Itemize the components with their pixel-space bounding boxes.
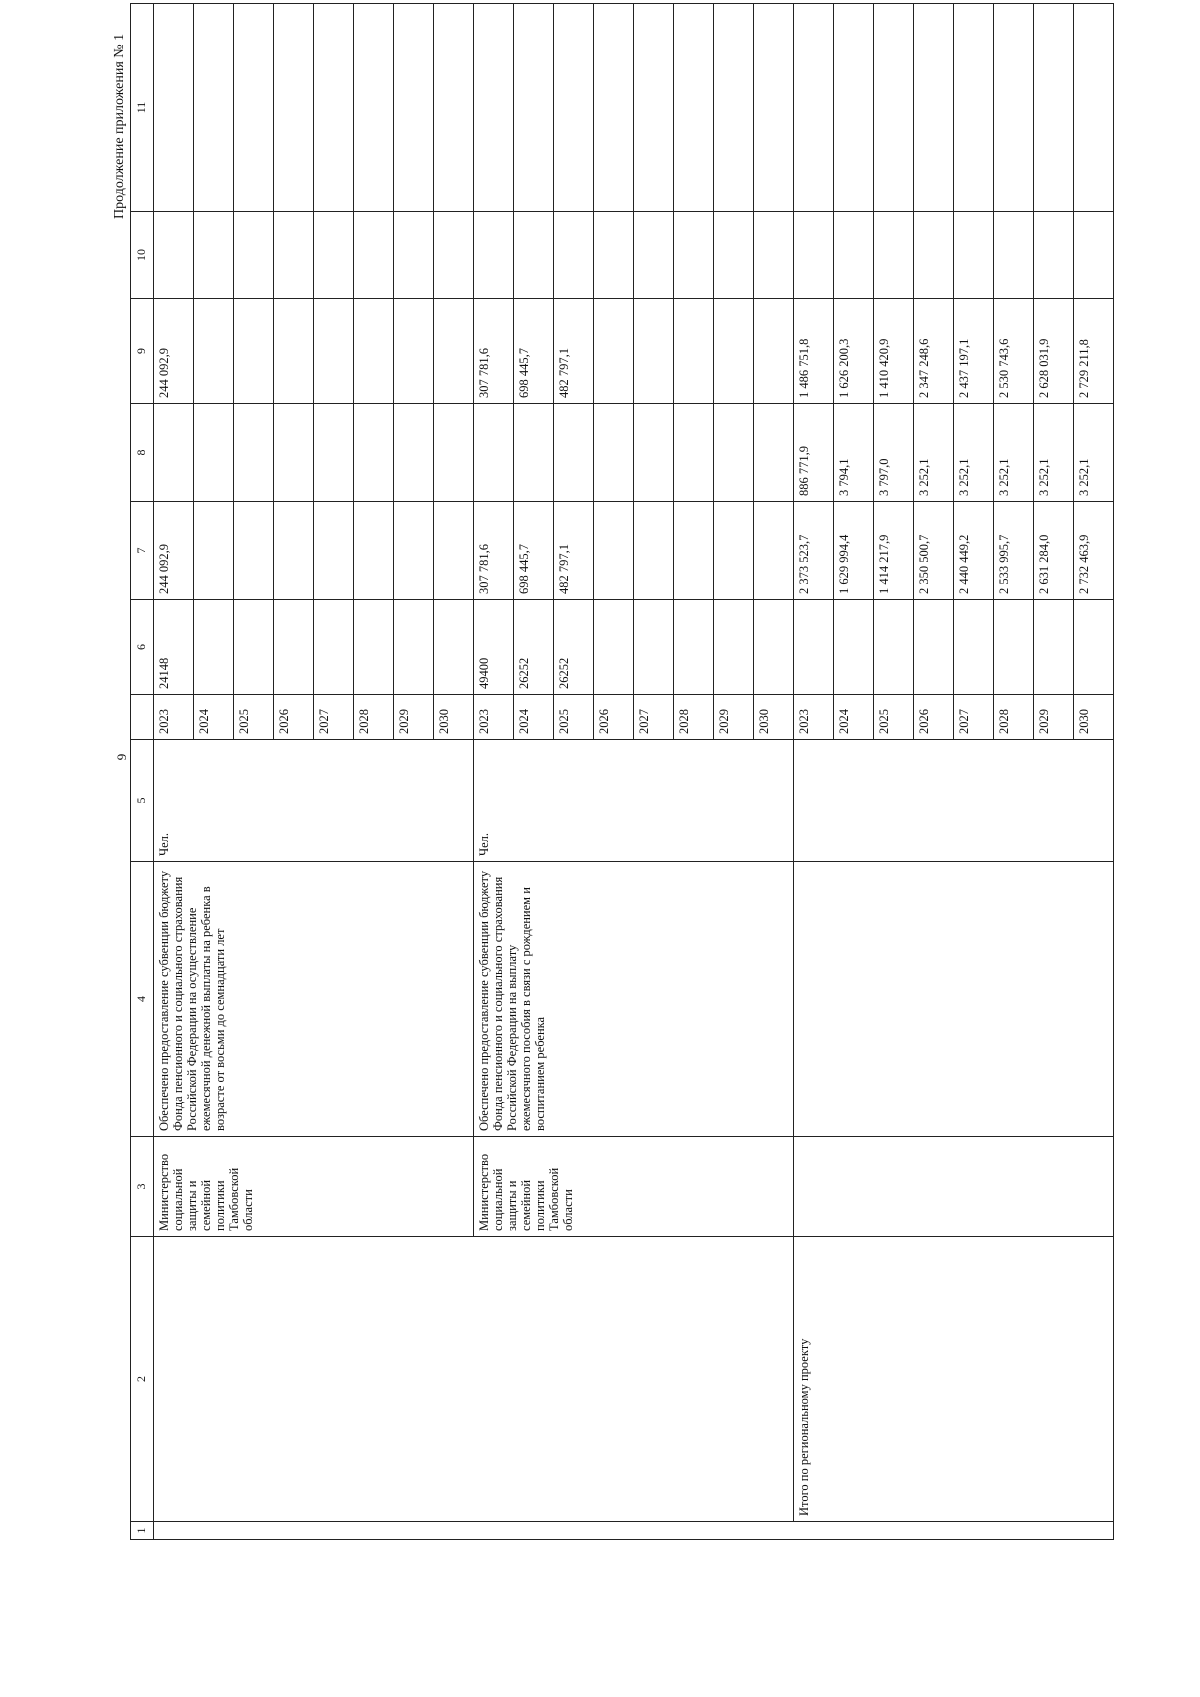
value-cell (234, 299, 274, 404)
value-cell (1034, 600, 1074, 695)
value-cell (834, 600, 874, 695)
header-col-4: 4 (131, 862, 154, 1137)
result-cell: Обеспечено предоставление субвенции бюджету Фонда пенсионного и социального страхования Российской Федерации на осуществление ежемесячной денежной выплаты на ребенка в возрасте от восьми до семнадцати лет (154, 862, 474, 1137)
value-cell: 24148 (154, 600, 194, 695)
empty-cell (874, 212, 914, 299)
value-cell (674, 299, 714, 404)
value-cell (474, 404, 514, 502)
header-row (131, 4, 154, 1540)
empty-cell (754, 4, 794, 212)
empty-cell (354, 212, 394, 299)
value-cell (354, 404, 394, 502)
value-cell (354, 299, 394, 404)
value-cell: 307 781,6 (474, 299, 514, 404)
value-cell (314, 600, 354, 695)
value-cell (714, 404, 754, 502)
executor-cell: Министерство социальной защиты и семейной политики Тамбовской области (474, 1137, 794, 1237)
value-cell: 1 414 217,9 (874, 502, 914, 600)
executor-cell: Министерство социальной защиты и семейной политики Тамбовской области (154, 1137, 474, 1237)
project-table (130, 3, 1114, 1540)
header-col-6: 6 (131, 600, 154, 695)
empty-cell (994, 4, 1034, 212)
value-cell (394, 404, 434, 502)
year-cell: 2030 (754, 695, 794, 740)
empty-cell (514, 212, 554, 299)
value-cell (634, 502, 674, 600)
empty-cell (914, 212, 954, 299)
value-cell: 3 794,1 (834, 404, 874, 502)
value-cell (674, 404, 714, 502)
empty-cell (234, 212, 274, 299)
value-cell: 2 729 211,8 (1074, 299, 1114, 404)
value-cell (754, 502, 794, 600)
value-cell: 886 771,9 (794, 404, 834, 502)
empty-cell (1074, 212, 1114, 299)
total-col5 (794, 740, 1114, 862)
value-cell: 3 252,1 (1074, 404, 1114, 502)
empty-cell (154, 4, 194, 212)
value-cell: 244 092,9 (154, 502, 194, 600)
empty-cell (594, 4, 634, 212)
value-cell: 244 092,9 (154, 299, 194, 404)
empty-cell (434, 212, 474, 299)
empty-cell (194, 212, 234, 299)
value-cell: 3 252,1 (954, 404, 994, 502)
value-cell: 698 445,7 (514, 502, 554, 600)
empty-cell (954, 212, 994, 299)
value-cell: 2 628 031,9 (1034, 299, 1074, 404)
year-cell: 2029 (714, 695, 754, 740)
empty-cell (874, 4, 914, 212)
header-col-10: 10 (131, 212, 154, 299)
value-cell (354, 600, 394, 695)
value-cell (234, 502, 274, 600)
year-cell: 2024 (514, 695, 554, 740)
value-cell (434, 299, 474, 404)
empty-cell (834, 212, 874, 299)
empty-cell (914, 4, 954, 212)
value-cell: 1 486 751,8 (794, 299, 834, 404)
year-cell: 2023 (154, 695, 194, 740)
value-cell (754, 404, 794, 502)
empty-cell (1034, 212, 1074, 299)
empty-cell (754, 212, 794, 299)
value-cell (194, 404, 234, 502)
year-cell: 2028 (354, 695, 394, 740)
value-cell: 2 631 284,0 (1034, 502, 1074, 600)
unit-cell: Чел. (154, 740, 474, 862)
empty-cell (994, 212, 1034, 299)
empty-cell (554, 212, 594, 299)
value-cell (194, 502, 234, 600)
value-cell: 482 797,1 (554, 502, 594, 600)
year-cell: 2023 (794, 695, 834, 740)
empty-cell (474, 4, 514, 212)
value-cell (394, 502, 434, 600)
empty-cell (554, 4, 594, 212)
value-cell: 3 252,1 (1034, 404, 1074, 502)
value-cell (274, 502, 314, 600)
value-cell (1074, 600, 1114, 695)
page-number: 9 (114, 753, 129, 761)
empty-cell (474, 212, 514, 299)
year-cell: 2023 (474, 695, 514, 740)
value-cell (434, 502, 474, 600)
value-cell (714, 299, 754, 404)
value-cell (314, 404, 354, 502)
value-cell (634, 600, 674, 695)
value-cell: 26252 (554, 600, 594, 695)
value-cell (314, 299, 354, 404)
value-cell (154, 404, 194, 502)
value-cell (874, 600, 914, 695)
year-cell: 2025 (874, 695, 914, 740)
year-cell: 2030 (1074, 695, 1114, 740)
empty-cell (674, 4, 714, 212)
value-cell (714, 502, 754, 600)
empty-cell (714, 212, 754, 299)
header-col-5: 5 (131, 740, 154, 862)
value-cell: 1 629 994,4 (834, 502, 874, 600)
value-cell: 3 252,1 (994, 404, 1034, 502)
total-label: Итого по региональному проекту (794, 1237, 1114, 1522)
header-col-11: 11 (131, 4, 154, 212)
year-cell: 2029 (394, 695, 434, 740)
value-cell (274, 299, 314, 404)
empty-cell (154, 212, 194, 299)
value-cell (194, 299, 234, 404)
empty-cell (514, 4, 554, 212)
result-cell: Обеспечено предоставление субвенции бюджету Фонда пенсионного и социального страхования Российской Федерации на выплату ежемесячного пособия в связи с рождением и воспитанием ребенка (474, 862, 794, 1137)
value-cell: 2 373 523,7 (794, 502, 834, 600)
col1-cell (154, 1522, 1114, 1540)
header-col-2: 2 (131, 1237, 154, 1522)
value-cell (954, 600, 994, 695)
year-cell: 2030 (434, 695, 474, 740)
value-cell: 2 533 995,7 (994, 502, 1034, 600)
value-cell: 2 437 197,1 (954, 299, 994, 404)
value-cell (754, 299, 794, 404)
value-cell (634, 299, 674, 404)
empty-cell (234, 4, 274, 212)
header-col-8: 8 (131, 404, 154, 502)
header-col-1: 1 (131, 1522, 154, 1540)
empty-cell (1034, 4, 1074, 212)
empty-cell (354, 4, 394, 212)
empty-cell (314, 4, 354, 212)
year-cell: 2029 (1034, 695, 1074, 740)
value-cell: 2 440 449,2 (954, 502, 994, 600)
value-cell (714, 600, 754, 695)
value-cell (594, 600, 634, 695)
value-cell (234, 600, 274, 695)
value-cell: 482 797,1 (554, 299, 594, 404)
empty-cell (794, 212, 834, 299)
value-cell (594, 299, 634, 404)
value-cell (274, 404, 314, 502)
header-col-3: 3 (131, 1137, 154, 1237)
value-cell: 3 797,0 (874, 404, 914, 502)
empty-cell (634, 212, 674, 299)
empty-cell (674, 212, 714, 299)
value-cell: 307 781,6 (474, 502, 514, 600)
empty-cell (274, 4, 314, 212)
empty-cell (834, 4, 874, 212)
value-cell (434, 600, 474, 695)
value-cell: 2 530 743,6 (994, 299, 1034, 404)
continuation-note: Продолжение приложения № 1 (112, 33, 127, 219)
year-cell: 2028 (994, 695, 1034, 740)
value-cell (554, 404, 594, 502)
empty-cell (794, 4, 834, 212)
year-cell: 2027 (954, 695, 994, 740)
year-cell: 2027 (634, 695, 674, 740)
value-cell (794, 600, 834, 695)
value-cell (194, 600, 234, 695)
total-col3 (794, 1137, 1114, 1237)
total-col4 (794, 862, 1114, 1137)
value-cell (994, 600, 1034, 695)
year-cell: 2025 (234, 695, 274, 740)
table-row (154, 4, 194, 1540)
value-cell (234, 404, 274, 502)
empty-cell (434, 4, 474, 212)
value-cell (594, 502, 634, 600)
value-cell (274, 600, 314, 695)
value-cell: 2 732 463,9 (1074, 502, 1114, 600)
value-cell: 698 445,7 (514, 299, 554, 404)
value-cell (434, 404, 474, 502)
header-col-9: 9 (131, 299, 154, 404)
value-cell: 2 347 248,6 (914, 299, 954, 404)
year-cell: 2026 (594, 695, 634, 740)
year-cell: 2027 (314, 695, 354, 740)
value-cell (354, 502, 394, 600)
table-row (794, 4, 834, 1540)
value-cell (314, 502, 354, 600)
empty-cell (594, 212, 634, 299)
year-cell: 2028 (674, 695, 714, 740)
empty-cell (314, 212, 354, 299)
value-cell: 49400 (474, 600, 514, 695)
value-cell (674, 502, 714, 600)
header-col-7: 7 (131, 502, 154, 600)
empty-cell (394, 212, 434, 299)
year-cell: 2024 (834, 695, 874, 740)
value-cell (754, 600, 794, 695)
value-cell: 1 410 420,9 (874, 299, 914, 404)
value-cell: 26252 (514, 600, 554, 695)
year-cell: 2025 (554, 695, 594, 740)
year-cell: 2026 (914, 695, 954, 740)
value-cell: 1 626 200,3 (834, 299, 874, 404)
col2-cell (154, 1237, 794, 1522)
value-cell: 3 252,1 (914, 404, 954, 502)
value-cell (394, 299, 434, 404)
empty-cell (394, 4, 434, 212)
empty-cell (274, 212, 314, 299)
empty-cell (954, 4, 994, 212)
value-cell (514, 404, 554, 502)
value-cell (394, 600, 434, 695)
value-cell (634, 404, 674, 502)
value-cell: 2 350 500,7 (914, 502, 954, 600)
year-cell: 2026 (274, 695, 314, 740)
empty-cell (1074, 4, 1114, 212)
empty-cell (194, 4, 234, 212)
year-cell: 2024 (194, 695, 234, 740)
value-cell (914, 600, 954, 695)
unit-cell: Чел. (474, 740, 794, 862)
value-cell (674, 600, 714, 695)
header-col-year (131, 695, 154, 740)
value-cell (594, 404, 634, 502)
empty-cell (714, 4, 754, 212)
empty-cell (634, 4, 674, 212)
